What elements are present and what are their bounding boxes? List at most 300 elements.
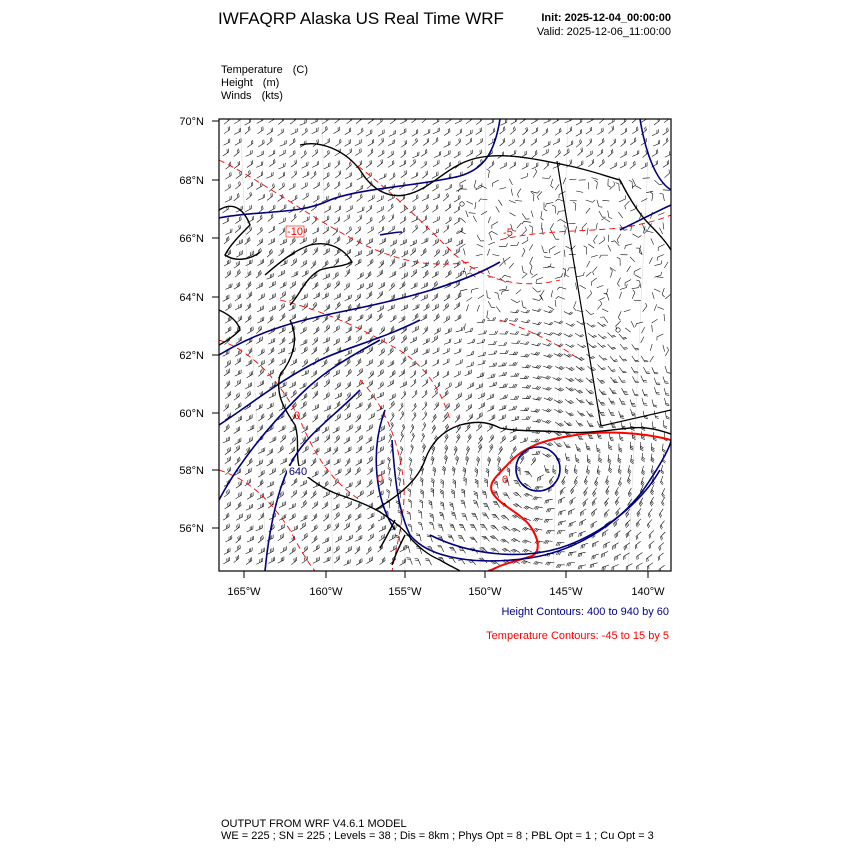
wind-barb bbox=[279, 248, 284, 256]
wind-barb bbox=[378, 129, 384, 136]
wind-barb bbox=[656, 277, 663, 278]
wind-barb bbox=[223, 403, 228, 411]
wind-barb bbox=[500, 435, 505, 443]
wind-barb bbox=[609, 398, 616, 404]
wind-barb bbox=[467, 434, 471, 443]
wind-barb bbox=[378, 138, 383, 146]
wind-barb bbox=[625, 280, 631, 287]
wind-barb bbox=[564, 149, 570, 157]
lat-label: 66°N bbox=[179, 233, 204, 245]
wind-barb bbox=[467, 382, 474, 388]
wind-barb bbox=[510, 126, 515, 134]
wind-barb bbox=[586, 310, 594, 315]
wind-barb bbox=[300, 327, 306, 334]
wind-barb bbox=[356, 525, 361, 533]
wind-barb bbox=[592, 509, 597, 517]
wind-barb bbox=[628, 488, 631, 497]
wind-barb bbox=[333, 127, 339, 134]
wind-barb bbox=[291, 557, 297, 565]
wind-barb bbox=[470, 537, 477, 543]
wind-barb bbox=[411, 379, 416, 387]
wind-barb bbox=[245, 514, 251, 521]
wind-barb bbox=[368, 116, 374, 124]
wind-barb bbox=[246, 437, 252, 444]
wind-barb bbox=[535, 541, 544, 544]
wind-barb bbox=[478, 393, 485, 399]
wind-barb bbox=[588, 344, 597, 348]
wind-barb bbox=[355, 148, 361, 155]
wind-barb bbox=[460, 218, 465, 223]
wind-barb bbox=[511, 373, 520, 376]
wind-barb bbox=[368, 149, 373, 157]
wind-barb bbox=[223, 149, 229, 156]
wind-barb bbox=[322, 537, 329, 543]
wind-barb bbox=[531, 352, 540, 355]
wind-barb bbox=[544, 354, 553, 357]
wind-barb bbox=[498, 200, 502, 206]
wind-barb bbox=[366, 249, 372, 256]
wind-barb bbox=[390, 315, 396, 322]
wind-barb bbox=[626, 564, 632, 571]
wind-barb bbox=[635, 275, 641, 278]
wind-barb bbox=[650, 497, 654, 506]
wind-barb bbox=[323, 347, 329, 355]
wind-barb bbox=[649, 530, 654, 538]
wind-barb bbox=[499, 258, 504, 266]
wind-barb bbox=[545, 499, 553, 503]
wind-barb bbox=[575, 226, 577, 233]
wind-barb bbox=[258, 513, 264, 520]
wind-barb bbox=[256, 558, 262, 565]
wind-barb bbox=[531, 192, 534, 201]
wind-barb bbox=[257, 306, 264, 312]
wind-barb bbox=[474, 492, 479, 500]
wind-barb bbox=[479, 199, 488, 202]
wind-barb bbox=[662, 288, 665, 297]
wind-barb bbox=[289, 503, 296, 509]
wind-barb bbox=[367, 480, 373, 488]
field-temperature-unit: (C) bbox=[292, 64, 309, 76]
wind-barb bbox=[334, 546, 340, 554]
wind-barb bbox=[569, 521, 576, 527]
wind-barb bbox=[268, 259, 274, 267]
wind-barb bbox=[586, 200, 595, 202]
wind-barb bbox=[591, 278, 597, 286]
wind-barb bbox=[445, 382, 451, 389]
wind-barb bbox=[564, 334, 573, 337]
wind-barb bbox=[541, 211, 544, 220]
wind-barb bbox=[455, 381, 461, 388]
wind-barb bbox=[563, 178, 566, 184]
wind-barb bbox=[269, 392, 276, 398]
wind-barb bbox=[566, 323, 575, 326]
wind-barb bbox=[458, 189, 467, 192]
wind-barb bbox=[446, 217, 452, 224]
map-content bbox=[219, 115, 672, 573]
wind-barb bbox=[368, 371, 373, 379]
wind-barb bbox=[420, 490, 423, 499]
wind-barb bbox=[302, 359, 307, 367]
wind-barb bbox=[235, 304, 242, 310]
wind-barb bbox=[456, 129, 462, 136]
wind-barb bbox=[619, 196, 626, 202]
wind-barb bbox=[456, 271, 462, 278]
wind-barb bbox=[289, 381, 295, 388]
lat-label: 58°N bbox=[179, 465, 204, 477]
lat-label: 70°N bbox=[179, 116, 204, 128]
wind-barb bbox=[335, 469, 341, 476]
wind-barb bbox=[621, 128, 627, 135]
wind-barb bbox=[664, 314, 665, 321]
wind-barb bbox=[509, 362, 518, 365]
wind-barb bbox=[534, 507, 543, 510]
wind-barb bbox=[368, 195, 374, 202]
wind-barb bbox=[619, 367, 626, 373]
wind-barb bbox=[454, 446, 457, 455]
wind-barb bbox=[432, 414, 437, 423]
wind-barb bbox=[346, 226, 352, 234]
wind-barb bbox=[509, 179, 512, 185]
wind-barb bbox=[389, 534, 395, 541]
wind-barb bbox=[225, 283, 232, 289]
wind-barb bbox=[532, 162, 538, 169]
wind-barb bbox=[471, 513, 477, 520]
wind-barb bbox=[355, 294, 361, 302]
lon-label: 160°W bbox=[309, 586, 343, 598]
wind-barb bbox=[575, 333, 584, 337]
wind-barb bbox=[411, 269, 417, 277]
wind-barb bbox=[438, 524, 443, 531]
wind-barb bbox=[532, 365, 541, 368]
wind-barb bbox=[356, 335, 362, 343]
wind-barb bbox=[236, 250, 242, 257]
wind-barb bbox=[555, 300, 556, 307]
wind-barb bbox=[465, 456, 468, 465]
wind-barb bbox=[433, 238, 439, 245]
wind-barb bbox=[225, 502, 231, 509]
wind-barb bbox=[313, 557, 320, 563]
wind-barb bbox=[334, 293, 341, 299]
wind-barb bbox=[335, 314, 340, 322]
wind-barb bbox=[509, 139, 515, 146]
wind-barb bbox=[576, 366, 585, 370]
wind-barb bbox=[440, 479, 443, 488]
wind-barb bbox=[312, 404, 318, 411]
wind-barb bbox=[366, 437, 372, 444]
wind-barb bbox=[608, 442, 612, 450]
wind-barb bbox=[592, 541, 599, 547]
wind-barb bbox=[366, 271, 372, 279]
wind-barb bbox=[225, 326, 231, 333]
wind-barb bbox=[487, 394, 494, 400]
wind-barb bbox=[588, 244, 594, 248]
wind-barb bbox=[662, 497, 666, 506]
wind-barb bbox=[522, 527, 531, 530]
wind-barb bbox=[562, 476, 566, 485]
wind-barb bbox=[245, 468, 251, 475]
wind-barb bbox=[661, 476, 664, 485]
wind-barb bbox=[632, 344, 640, 350]
wind-barb bbox=[591, 521, 597, 528]
wind-barb bbox=[334, 523, 339, 531]
wind-barb bbox=[505, 257, 511, 265]
wind-barb bbox=[520, 342, 529, 345]
wind-barb bbox=[322, 502, 328, 509]
wind-barb bbox=[476, 254, 483, 256]
wind-barb bbox=[477, 372, 484, 378]
wind-barb bbox=[617, 278, 620, 287]
wind-barb bbox=[548, 306, 554, 309]
wind-barb bbox=[455, 138, 460, 146]
wind-barb bbox=[267, 491, 273, 498]
wind-barb bbox=[492, 222, 498, 229]
wind-barb bbox=[431, 478, 434, 487]
wind-barb bbox=[257, 151, 264, 157]
wind-barb bbox=[390, 116, 396, 124]
wind-barb bbox=[386, 489, 389, 498]
wind-barb bbox=[279, 183, 285, 191]
wind-barb bbox=[632, 376, 639, 382]
wind-barb bbox=[511, 416, 519, 421]
wind-barb bbox=[619, 433, 623, 441]
wind-barb bbox=[587, 421, 594, 427]
wind-barb bbox=[311, 525, 317, 532]
wind-barb bbox=[477, 235, 484, 241]
wind-barb bbox=[258, 470, 264, 477]
wind-barb bbox=[531, 439, 540, 442]
wind-barb bbox=[444, 128, 450, 135]
wind-barb bbox=[627, 475, 630, 484]
wind-barb bbox=[467, 161, 473, 169]
wind-barb bbox=[419, 500, 422, 509]
wind-barb bbox=[280, 204, 286, 211]
wind-barb bbox=[355, 535, 362, 541]
wind-barb bbox=[557, 219, 566, 223]
wind-barb bbox=[322, 426, 328, 433]
wind-barb bbox=[478, 444, 482, 453]
wind-barb bbox=[443, 390, 449, 398]
wind-barb bbox=[597, 200, 602, 207]
wind-barb bbox=[398, 477, 401, 486]
wind-barb bbox=[313, 391, 318, 399]
wind-barb bbox=[477, 339, 485, 343]
wind-barb bbox=[522, 221, 531, 224]
wind-barb bbox=[652, 367, 658, 374]
wind-barb bbox=[257, 126, 263, 133]
wind-barb bbox=[509, 263, 513, 268]
wind-barb bbox=[367, 380, 373, 388]
field-height-name: Height bbox=[221, 77, 253, 89]
wind-barb bbox=[410, 424, 414, 433]
wind-barb bbox=[290, 237, 295, 245]
wind-barb bbox=[665, 347, 668, 356]
wind-barb bbox=[401, 335, 406, 343]
wind-barb bbox=[598, 334, 607, 339]
wind-barb bbox=[333, 338, 339, 345]
wind-barb bbox=[536, 277, 543, 283]
wind-barb bbox=[356, 414, 361, 422]
wind-barb bbox=[554, 353, 563, 357]
wind-barb bbox=[474, 180, 477, 189]
wind-barb bbox=[378, 359, 384, 366]
wind-barb bbox=[473, 216, 476, 222]
wind-barb bbox=[619, 356, 627, 362]
wind-barb bbox=[564, 421, 572, 426]
wind-barb bbox=[625, 201, 630, 209]
wind-barb bbox=[477, 412, 483, 419]
wind-barb bbox=[267, 137, 272, 145]
wind-barb bbox=[344, 214, 350, 221]
wind-barb bbox=[632, 150, 639, 156]
wind-barb bbox=[533, 419, 542, 422]
wind-barb bbox=[246, 504, 253, 510]
wind-barb bbox=[256, 282, 263, 288]
wind-barb bbox=[389, 214, 394, 222]
wind-barb bbox=[246, 259, 253, 265]
wind-barb bbox=[291, 271, 298, 277]
wind-barb bbox=[567, 563, 575, 567]
wind-barb bbox=[499, 414, 506, 420]
wind-barb bbox=[609, 126, 614, 134]
wind-barb bbox=[636, 322, 644, 327]
wind-barb bbox=[257, 380, 263, 387]
height-label: 640 bbox=[288, 466, 308, 478]
wind-barb bbox=[335, 302, 340, 310]
wind-barb bbox=[444, 316, 450, 323]
wind-barb bbox=[401, 391, 406, 399]
wind-barb bbox=[521, 320, 530, 323]
wind-barb bbox=[493, 501, 500, 507]
wind-barb bbox=[256, 404, 263, 410]
wind-barb bbox=[423, 338, 429, 345]
wind-barb bbox=[466, 404, 472, 411]
wind-barb bbox=[444, 225, 449, 233]
wind-barb bbox=[499, 188, 506, 190]
wind-barb bbox=[660, 193, 665, 201]
wind-barb bbox=[302, 171, 309, 177]
wind-barb bbox=[470, 524, 477, 530]
wind-barb bbox=[521, 173, 528, 179]
wind-barb bbox=[278, 557, 284, 564]
wind-barb bbox=[311, 458, 316, 466]
wind-barb bbox=[586, 354, 595, 359]
wind-barb bbox=[443, 358, 449, 365]
height-contours bbox=[219, 119, 671, 571]
wind-barb bbox=[576, 356, 585, 360]
wind-barb bbox=[257, 117, 263, 124]
wind-barb bbox=[646, 191, 653, 193]
wind-barb bbox=[619, 376, 626, 382]
wind-barb bbox=[235, 545, 241, 553]
wind-barb bbox=[245, 382, 252, 388]
wind-barb bbox=[346, 369, 352, 377]
wind-barb bbox=[421, 433, 425, 442]
wind-barb bbox=[235, 269, 240, 277]
wind-barb bbox=[546, 508, 554, 512]
wind-barb bbox=[432, 467, 435, 476]
wind-barb bbox=[235, 138, 241, 145]
wind-barb bbox=[236, 239, 243, 245]
wind-barb bbox=[236, 513, 242, 520]
wind-barb bbox=[661, 465, 664, 474]
wind-barb bbox=[333, 370, 339, 377]
wind-barb bbox=[313, 327, 319, 335]
wind-barb bbox=[432, 184, 438, 191]
wind-barb bbox=[599, 255, 608, 258]
wind-barb bbox=[333, 504, 339, 511]
wind-barb bbox=[565, 344, 574, 347]
wind-barb bbox=[489, 242, 495, 245]
wind-barb bbox=[300, 237, 307, 243]
wind-barb bbox=[324, 405, 331, 411]
wind-barb bbox=[618, 311, 621, 320]
wind-barb bbox=[632, 290, 635, 299]
wind-barb bbox=[280, 359, 286, 366]
wind-barb bbox=[422, 349, 429, 355]
wind-barb bbox=[606, 486, 610, 495]
wind-barb bbox=[630, 257, 635, 262]
wind-barb bbox=[267, 370, 273, 377]
wind-barb bbox=[522, 237, 528, 244]
wind-barb bbox=[301, 347, 307, 354]
wind-barb bbox=[311, 491, 317, 499]
wind-barb bbox=[463, 477, 466, 486]
wind-barb bbox=[445, 270, 451, 277]
wind-barb bbox=[488, 161, 494, 169]
wind-barb bbox=[421, 282, 428, 288]
wind-barb bbox=[422, 411, 427, 420]
wind-barb bbox=[555, 184, 559, 190]
wind-barb bbox=[325, 206, 331, 213]
wind-barb bbox=[389, 393, 395, 400]
wind-barb bbox=[598, 138, 604, 146]
wind-barb bbox=[602, 309, 608, 312]
wind-barb bbox=[366, 359, 372, 366]
wind-barb bbox=[544, 117, 551, 123]
wind-barb bbox=[421, 161, 427, 169]
wind-barb bbox=[522, 227, 527, 235]
wind-barb bbox=[664, 388, 669, 396]
wind-barb bbox=[592, 554, 599, 560]
wind-barb bbox=[587, 228, 588, 235]
wind-barb bbox=[499, 405, 506, 410]
wind-barb bbox=[579, 531, 586, 537]
wind-barb bbox=[578, 552, 586, 557]
wind-barb bbox=[644, 231, 653, 234]
wind-barb bbox=[279, 425, 286, 431]
wind-barb bbox=[387, 457, 390, 466]
wind-barb bbox=[594, 235, 598, 244]
wind-barb bbox=[311, 171, 316, 179]
wind-barb bbox=[423, 225, 428, 233]
wind-barb bbox=[569, 179, 576, 180]
wind-barb bbox=[473, 500, 478, 507]
wind-barb bbox=[367, 490, 373, 497]
wind-barb bbox=[224, 126, 230, 133]
wind-barb bbox=[501, 515, 509, 520]
wind-barb bbox=[581, 543, 588, 549]
wind-barb bbox=[489, 363, 497, 367]
wind-barb bbox=[280, 458, 287, 465]
wind-barb bbox=[256, 460, 262, 467]
temp-label: -10 bbox=[287, 226, 303, 238]
wind-barb bbox=[489, 414, 495, 421]
wind-barb bbox=[278, 446, 284, 454]
wind-barb bbox=[356, 459, 362, 466]
wind-barb bbox=[347, 116, 353, 124]
wind-barb bbox=[234, 161, 240, 169]
wind-barb bbox=[499, 286, 507, 290]
